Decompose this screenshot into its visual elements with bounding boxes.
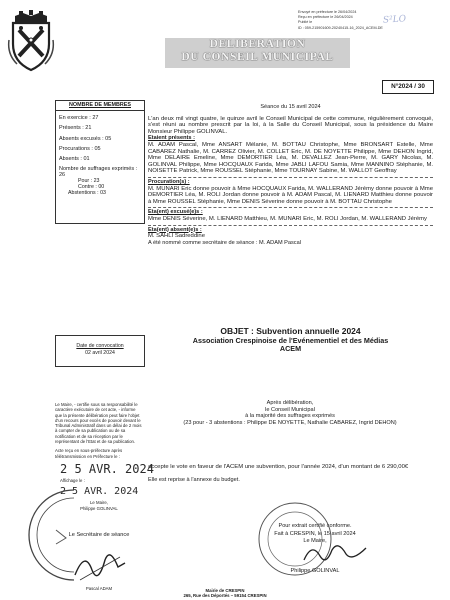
votes-row: Contre : 00 bbox=[78, 184, 105, 191]
left-mayor-title: Le Maire, bbox=[90, 500, 108, 505]
divider bbox=[148, 207, 433, 208]
footer-line-1: Mairie de CRESPIN bbox=[205, 588, 245, 593]
left-secretary-name: Pascal ADAM bbox=[85, 586, 113, 591]
place-date: Fait à CRESPIN, le 15 avril 2024 bbox=[274, 531, 356, 537]
deliberation-number: N°2024 / 30 bbox=[382, 80, 434, 94]
deliberation-block bbox=[175, 400, 405, 426]
present-label: Etaient présents : bbox=[148, 135, 195, 142]
town-seal-left bbox=[22, 480, 74, 590]
members-row: En exercice : 27 bbox=[59, 115, 99, 122]
convocation-date: 02 avril 2024 bbox=[85, 350, 115, 356]
session-heading: Séance du 15 avril 2024 bbox=[260, 104, 321, 110]
absent-text: M. SAHLI Sadreddine bbox=[148, 233, 205, 240]
secretary-signature bbox=[70, 545, 130, 585]
legal-note: Le Maire, - certifie sous sa responsabilité le caractère exécutoire de cet acte, - informe que la présente délibération peut faire l'objet d'un recours pour excès de pouvoir devant le Tribunal Administratif dans un délai de 2 mois à compter de sa publication ou de sa notification et de sa réception par le représentant de l'Etat et de sa publication. bbox=[55, 402, 142, 445]
coat-of-arms-logo bbox=[7, 10, 55, 72]
sign-mayor-title: Le Maire, bbox=[303, 538, 327, 544]
members-row: Nombre de suffrages exprimés : 26 bbox=[59, 166, 138, 179]
sign-mayor-name: Philippe GOLINVAL bbox=[290, 568, 340, 574]
certified-text: Pour extrait certifié conforme. bbox=[278, 523, 352, 529]
convocation-label: Date de convocation bbox=[76, 343, 124, 349]
left-mayor-name: Philippe GOLINVAL bbox=[80, 506, 118, 511]
receipt-line: Publié le bbox=[298, 20, 313, 25]
received-date-stamp: 2 5 AVR. 2024 bbox=[60, 462, 154, 476]
decision-block bbox=[148, 464, 433, 483]
session-intro: L'an deux mil vingt quatre, le quinze avril le Conseil Municipal de cette commune, régulièrement convoqué, s'est réuni au nombre prescrit par la loi, à la Salle du Conseil Municipal, sous la présidence du Maire Monsieur Philippe GOLINVAL. bbox=[148, 115, 433, 135]
absent-label: Eta(ent) absent(e)s : bbox=[148, 226, 202, 233]
delib-line-3: à la majorité des suffrages exprimés bbox=[245, 413, 335, 420]
votes-row: Pour : 23 bbox=[78, 178, 100, 185]
votes-row: Abstentions : 03 bbox=[68, 190, 106, 197]
divider bbox=[148, 225, 433, 226]
present-text: M. ADAM Pascal, Mme ANSART Mélanie, M. BOTTAU Christophe, Mme BRONSART Estelle, Mme CABAREZ Nathalie, M. CARREZ Olivier, M. COLLET Eric, M. DE NOYETTE Philippe, Mme DEHON Ingrid, Mme DELAIRE Emeline, Mme DEMORTIER Léa, M. DEVALLEZ Jean-Pierre, M. GARY Nicolas, M. GOLINVAL Philippe, Mme HOCQUAUX Farida, Mme JABLI LAFOU Samia, Mme MANNINO Stéphanie, M. NOISETTE Patrick, Mme ROUSSEL Stéphanie, Mme TOURNAY Sabine, M. WALLOT Geoffray bbox=[148, 141, 433, 175]
proxy-label: Procuration(s) : bbox=[148, 178, 190, 185]
receipt-line: Reçu en préfecture le 26/04/2024 bbox=[298, 15, 353, 20]
objet-line-3: ACEM bbox=[279, 343, 302, 353]
objet-line-1: OBJET : Subvention annuelle 2024 bbox=[220, 326, 361, 336]
mayor-signature bbox=[300, 540, 370, 566]
budget-note: Elle est reprise à l'annexe du budget. bbox=[148, 476, 240, 483]
objet-block bbox=[148, 327, 433, 353]
title-banner bbox=[165, 38, 350, 68]
left-notes bbox=[55, 402, 143, 459]
session-text bbox=[148, 104, 433, 246]
members-heading: NOMBRE DE MEMBRES bbox=[56, 101, 144, 111]
title-line-2: DU CONSEIL MUNICIPAL bbox=[181, 51, 334, 63]
receipt-line: ID : 059-215901609-20240415-16_2024_ACEM-DE bbox=[298, 25, 383, 30]
members-row: Absents : 01 bbox=[59, 155, 90, 162]
delib-line-4: (23 pour - 3 abstentions : Philippe DE NOYETTE, Nathalie CABAREZ, Ingrid DEHON) bbox=[183, 419, 397, 426]
proxy-text: M. MUNARI Eric donne pouvoir à Mme HOCQUAUX Farida, M. WALLERAND Jérémy donne pouvoir à Mme DEMORTIER Léa, M. ROLI Jordan donne pouvoir à M. ADAM Pascal, M. LIENARD Matthieu donne pouvoir à Mme ROUSSEL Stéphanie, Mme DENIS Séverine donne pouvoir à M. BOTTAU Christophe bbox=[148, 185, 433, 205]
delib-line-2: le Conseil Municipal bbox=[265, 406, 315, 413]
convocation-box bbox=[55, 335, 145, 367]
footer-line-2: 265, Rue des Déportés – 59154 CRESPIN bbox=[183, 593, 267, 598]
left-secretary-title: Le Secrétaire de séance bbox=[68, 532, 130, 538]
members-row: Présents : 21 bbox=[59, 125, 92, 132]
town-seal-right bbox=[256, 500, 334, 578]
receipt-line: Envoyé en préfecture le 26/04/2024 bbox=[298, 10, 357, 14]
received-label: Acte reçu en sous-préfecture après télétransmission en Préfecture le : bbox=[55, 448, 123, 459]
title-line-1: DELIBERATION bbox=[209, 38, 306, 50]
posted-date-stamp: 2 5 AVR. 2024 bbox=[60, 486, 139, 497]
members-row: Absents excusés : 05 bbox=[59, 135, 112, 142]
members-box bbox=[55, 100, 145, 224]
s2lo-mark: S²LO bbox=[382, 14, 407, 26]
posted-label: Affichage le : bbox=[60, 478, 85, 483]
delib-line-1: Après délibération, bbox=[266, 400, 314, 406]
decision-text: accepte le vote en faveur de l'ACEM une subvention, pour l'année 2024, d'un montant de 6 290,00€ bbox=[148, 464, 409, 470]
excused-label: Eta(ent) excusé(e)s : bbox=[148, 209, 203, 216]
secretary-text: A été nommé comme secrétaire de séance : M. ADAM Pascal bbox=[148, 239, 301, 246]
objet-line-2: Association Crespinoise de l'Evénementiel et des Médias bbox=[192, 335, 389, 345]
excused-text: Mme DENIS Séverine, M. LIENARD Matthieu, M. MUNARI Eric, M. ROLI Jordan, M. WALLERAND Jérémy bbox=[148, 215, 427, 222]
members-row: Procurations : 05 bbox=[59, 145, 101, 152]
divider bbox=[148, 177, 433, 178]
